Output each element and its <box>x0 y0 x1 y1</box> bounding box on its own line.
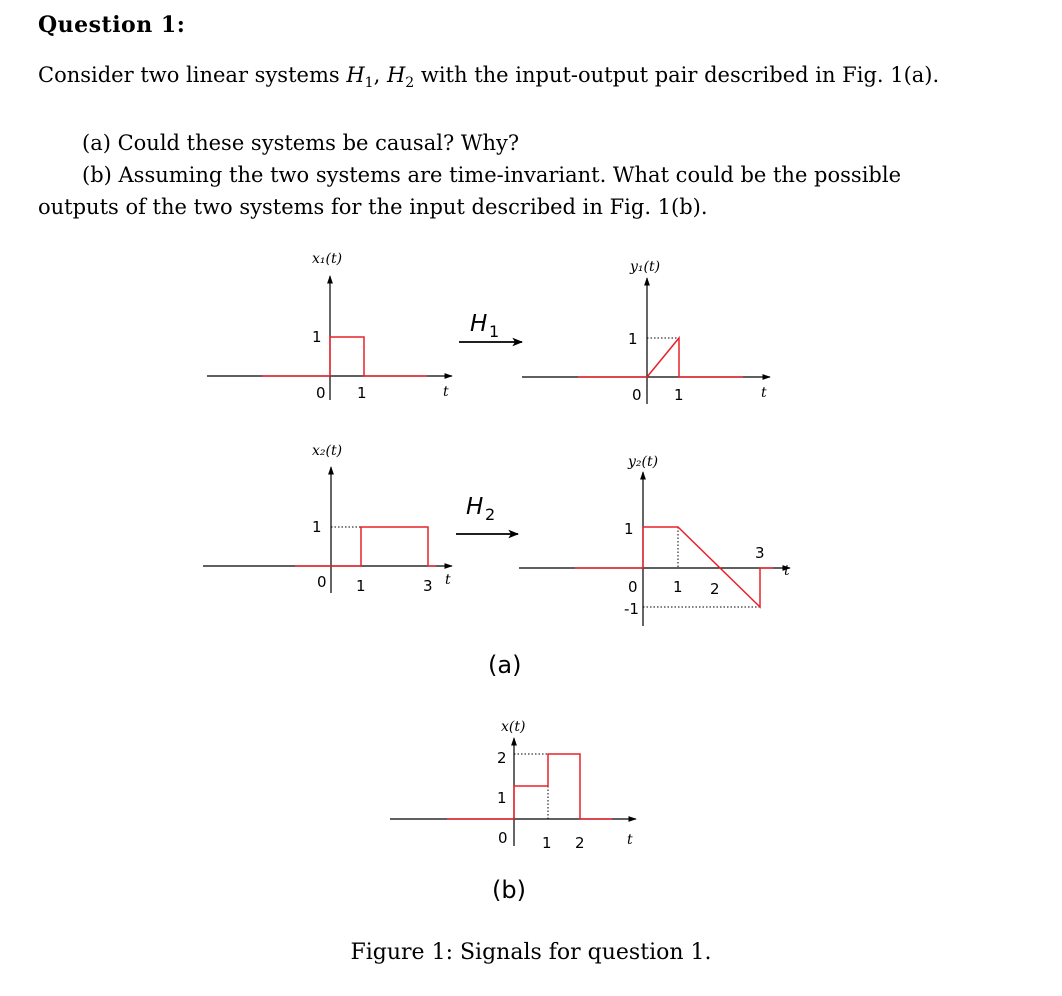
y1-tick-y-1: 1 <box>628 330 638 348</box>
y2-label: y₂(t) <box>628 454 659 470</box>
y2-tick-3: 3 <box>755 544 765 562</box>
panel-a-label: (a) <box>488 651 522 679</box>
y2-tick-y-1: 1 <box>624 520 634 538</box>
x-tick-2: 2 <box>575 834 585 852</box>
x2-label: x₂(t) <box>312 443 343 459</box>
h1-arrow-subscript: 1 <box>489 322 500 341</box>
y2-tick-1: 1 <box>673 578 683 596</box>
y1-tick-1: 1 <box>674 386 684 404</box>
system-h2-subscript: 2 <box>405 75 415 92</box>
plot-y1 <box>522 259 770 404</box>
x2-tick-1: 1 <box>356 577 366 595</box>
system-h1-arrow <box>459 311 522 342</box>
question-heading: Question 1: <box>38 12 186 38</box>
x-tick-0: 0 <box>498 829 508 847</box>
h1-arrow-label: H <box>470 311 488 337</box>
y1-signal <box>578 338 743 377</box>
x1-tick-y-1: 1 <box>312 328 322 346</box>
question-part-b-line2: outputs of the two systems for the input described in Fig. 1(b). <box>38 195 708 219</box>
x-t-label: t <box>627 832 633 848</box>
x2-tick-0: 0 <box>317 573 327 591</box>
x2-t-label: t <box>445 572 451 588</box>
h2-arrow-label: H <box>466 494 484 520</box>
intro-comma: , <box>373 63 387 87</box>
system-h2-arrow <box>456 494 518 534</box>
x1-tick-0: 0 <box>316 384 326 402</box>
x1-label: x₁(t) <box>312 251 343 267</box>
x-tick-1: 1 <box>542 834 552 852</box>
figure-caption: Figure 1: Signals for question 1. <box>350 940 712 965</box>
y2-tick-0: 0 <box>628 578 638 596</box>
intro-suffix: with the input-output pair described in Fig. 1(a). <box>414 63 940 87</box>
intro-prefix: Consider two linear systems <box>38 63 347 87</box>
plot-x <box>390 719 636 852</box>
x-label: x(t) <box>501 719 526 735</box>
plot-x2 <box>203 443 452 595</box>
x-tick-y-2: 2 <box>497 749 507 767</box>
y2-tick-2: 2 <box>710 580 720 598</box>
x1-tick-1: 1 <box>357 384 367 402</box>
y2-tick-neg1: -1 <box>624 600 639 618</box>
y1-label: y₁(t) <box>630 259 661 275</box>
x1-signal <box>262 337 427 376</box>
y1-tick-0: 0 <box>632 386 642 404</box>
y2-t-label: t <box>784 563 790 579</box>
plot-x1 <box>207 251 452 402</box>
question-part-a: (a) Could these systems be causal? Why? <box>82 131 520 155</box>
system-h1-subscript: 1 <box>364 75 374 92</box>
system-h2-letter: H <box>386 63 406 87</box>
y1-t-label: t <box>761 385 767 401</box>
x2-tick-3: 3 <box>423 577 433 595</box>
h2-arrow-subscript: 2 <box>485 505 496 524</box>
question-part-b-line1: (b) Assuming the two systems are time-invariant. What could be the possible <box>82 163 901 187</box>
panel-b-label: (b) <box>492 876 526 904</box>
plot-y2 <box>519 454 790 626</box>
x-tick-y-1: 1 <box>497 789 507 807</box>
x1-t-label: t <box>443 384 449 400</box>
x-signal <box>447 754 612 819</box>
x2-tick-y-1: 1 <box>312 518 322 536</box>
system-h1-letter: H <box>346 63 365 87</box>
